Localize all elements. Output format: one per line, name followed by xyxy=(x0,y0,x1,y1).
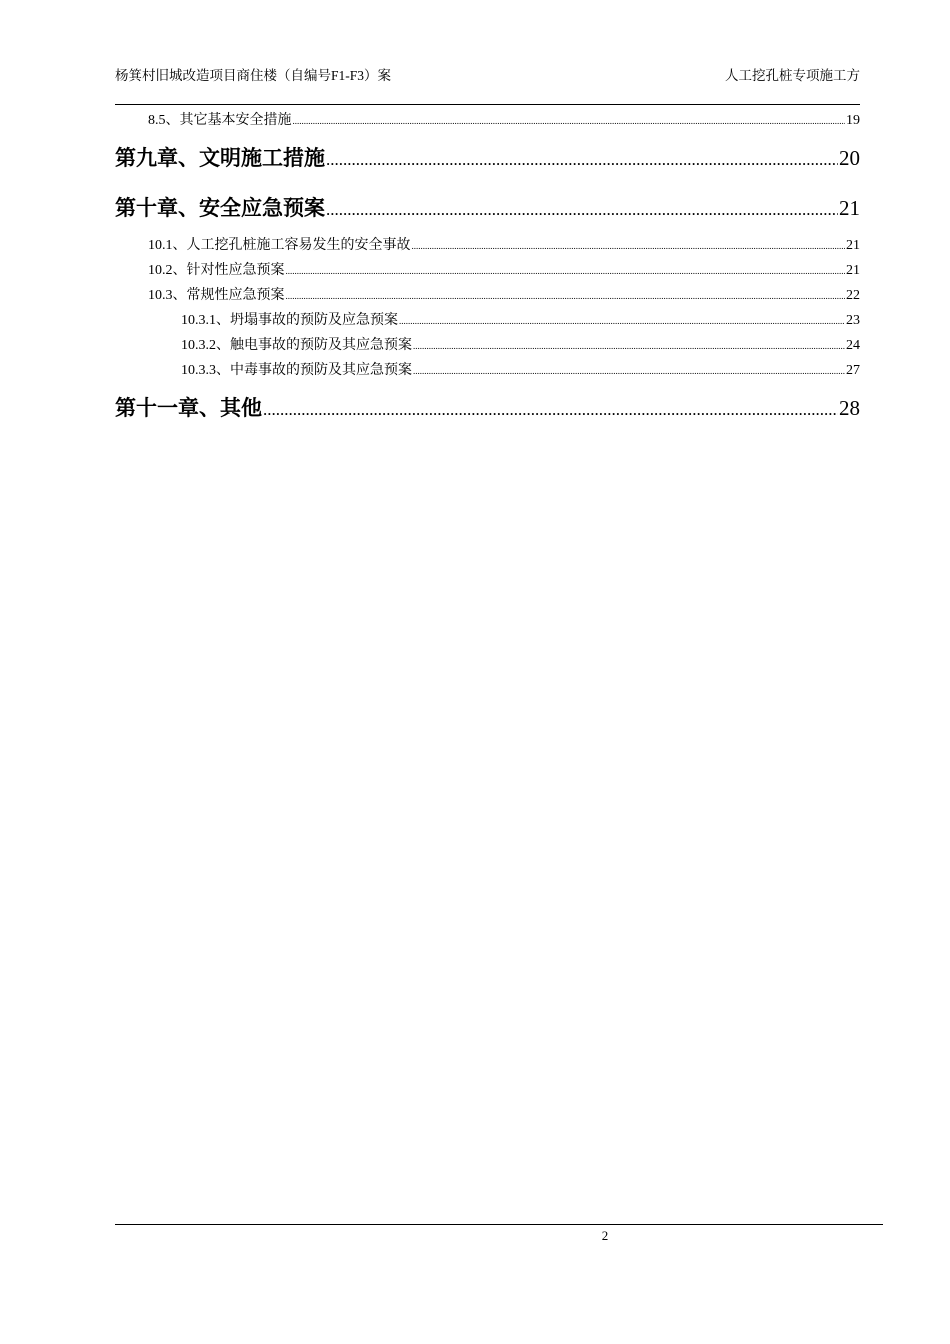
toc-leader-dots xyxy=(286,284,846,309)
toc-entry-page: 21 xyxy=(846,238,860,253)
toc-entry[interactable] xyxy=(115,108,860,133)
toc-entry[interactable] xyxy=(115,308,860,333)
toc-entry-page: 20 xyxy=(839,146,860,170)
toc-entry-page: 22 xyxy=(846,288,860,303)
toc-leader-dots xyxy=(326,135,838,185)
toc-entry[interactable] xyxy=(115,133,860,183)
toc-entry-label: 10.3.3、中毒事故的预防及其应急预案 xyxy=(181,363,412,378)
toc-leader-dots xyxy=(286,259,846,284)
toc-entry-label: 10.3.2、触电事故的预防及其应急预案 xyxy=(181,338,412,353)
toc-entry[interactable] xyxy=(115,283,860,308)
toc-leader-dots xyxy=(399,309,845,334)
toc-leader-dots xyxy=(263,385,838,435)
header-project-title: 杨箕村旧城改造项目商住楼（自编号F1-F3）案 xyxy=(115,68,392,83)
toc-entry[interactable] xyxy=(115,333,860,358)
toc-entry-label: 10.3.1、坍塌事故的预防及应急预案 xyxy=(181,313,398,328)
toc-entry-page: 24 xyxy=(846,338,860,353)
toc-entry-label: 第十章、安全应急预案 xyxy=(115,196,325,220)
footer-divider xyxy=(115,1224,883,1225)
toc-entry-page: 27 xyxy=(846,363,860,378)
toc-leader-dots xyxy=(413,359,845,384)
toc-entry-label: 第九章、文明施工措施 xyxy=(115,146,325,170)
table-of-contents xyxy=(115,108,860,433)
toc-entry-label: 10.3、常规性应急预案 xyxy=(148,288,285,303)
toc-entry[interactable] xyxy=(115,358,860,383)
toc-leader-dots xyxy=(413,334,845,359)
toc-entry-page: 28 xyxy=(839,396,860,420)
toc-entry-label: 10.1、人工挖孔桩施工容易发生的安全事故 xyxy=(148,238,411,253)
toc-entry[interactable] xyxy=(115,258,860,283)
toc-entry-label: 8.5、其它基本安全措施 xyxy=(148,113,292,128)
header-document-title: 人工挖孔桩专项施工方 xyxy=(725,68,860,83)
toc-entry[interactable] xyxy=(115,233,860,258)
page-header xyxy=(115,66,860,105)
toc-entry[interactable] xyxy=(115,183,860,233)
toc-entry-page: 19 xyxy=(846,113,860,128)
toc-entry-page: 21 xyxy=(839,196,860,220)
toc-leader-dots xyxy=(326,185,838,235)
toc-entry-label: 10.2、针对性应急预案 xyxy=(148,263,285,278)
page-number: 2 xyxy=(601,1228,609,1243)
toc-leader-dots xyxy=(293,109,846,134)
toc-leader-dots xyxy=(412,234,846,259)
toc-entry[interactable] xyxy=(115,383,860,433)
toc-entry-page: 21 xyxy=(846,263,860,278)
toc-entry-page: 23 xyxy=(846,313,860,328)
toc-entry-label: 第十一章、其他 xyxy=(115,396,262,420)
